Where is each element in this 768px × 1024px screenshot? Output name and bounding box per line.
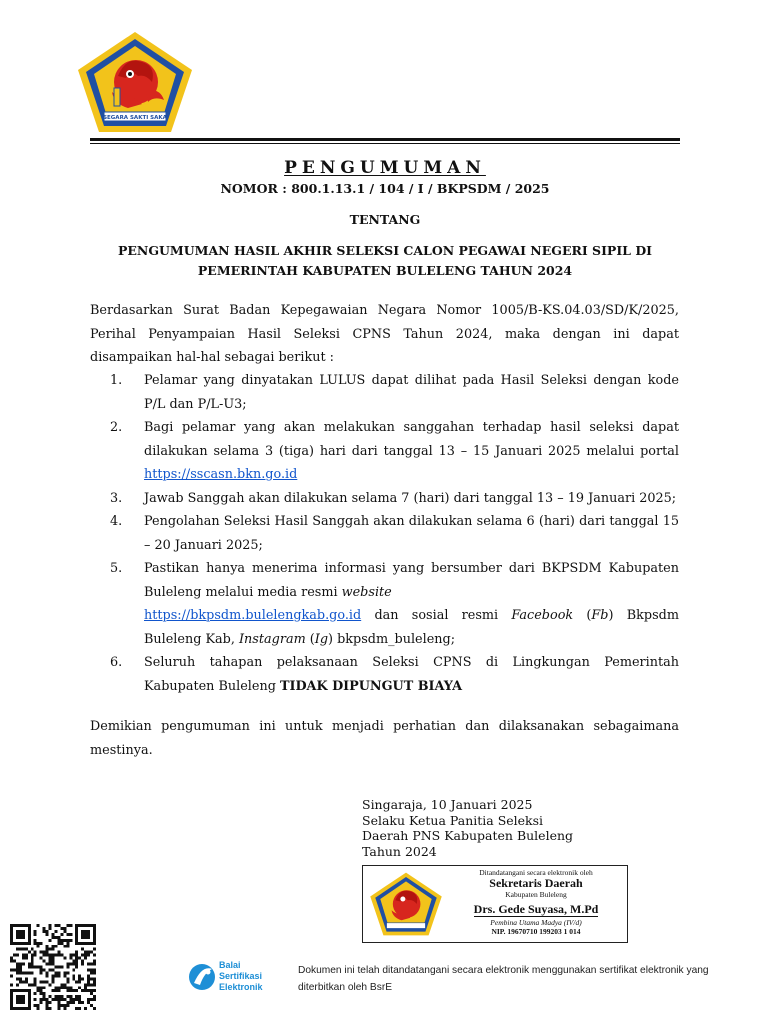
list-item: [90, 557, 679, 651]
svg-text:Sertifikasi: Sertifikasi: [219, 971, 263, 981]
signature-line-3: Tahun 2024: [362, 843, 437, 859]
sscasn-link[interactable]: https://sscasn.bkn.go.id: [144, 467, 298, 482]
list-item: [90, 510, 679, 557]
signature-line-2: Daerah PNS Kabupaten Buleleng: [362, 828, 574, 843]
subject-line-1: PENGUMUMAN HASIL AKHIR SELEKSI CALON PEGAWAI NEGERI SIPIL DI: [117, 243, 653, 258]
list-item-text: Bkpsdm Buleleng Kab,: [144, 608, 679, 647]
website-word: website: [341, 584, 392, 600]
bsre-logo-icon: [188, 957, 290, 997]
stamp-signed-by: Ditandatangani secara elektronik oleh: [479, 868, 593, 877]
list-number: 5.: [110, 561, 123, 576]
list-item-text: Seluruh tahapan pelaksanaan Seleksi CPNS di Lingkungan Pemerintah Kabupaten Buleleng: [144, 655, 679, 694]
list-item-text: Pastikan hanya menerima informasi yang bersumber dari BKPSDM Kabupaten Buleleng melalui media resmi: [144, 561, 679, 600]
stamp-text: [449, 868, 623, 936]
list-item: [90, 487, 679, 511]
list-item-text: Bagi pelamar yang akan melakukan sanggahan terhadap hasil seleksi dapat dilakukan selama 3 (tiga) hari dari tanggal 13 – 15 Januari 2025 melalui portal: [144, 420, 679, 459]
place-date: Singaraja, 10 Januari 2025: [362, 797, 533, 812]
document-title: PENGUMUMAN: [284, 158, 486, 178]
list-number: 1.: [110, 373, 123, 388]
stamp-signer-name: Drs. Gede Suyasa, M.Pd: [473, 902, 599, 916]
stamp-rank: Pembina Utama Madya (IV/d): [490, 918, 582, 927]
closing-paragraph: Demikian pengumuman ini untuk menjadi perhatian dan dilaksanakan sebagaimana mestinya.: [90, 719, 679, 758]
kabupaten-emblem-small-icon: [369, 870, 443, 938]
stamp-position: Sekretaris Daerah: [489, 876, 583, 890]
electronic-signature-stamp: [362, 865, 628, 943]
fb-paren-close: ): [608, 608, 614, 623]
svg-text:Elektronik: Elektronik: [219, 982, 263, 992]
header-rule-thin: [90, 143, 680, 144]
list-item-text: bkpsdm_buleleng;: [333, 631, 456, 647]
list-item: [90, 416, 679, 487]
document-number: NOMOR : 800.1.13.1 / 104 / I / BKPSDM / 2025: [220, 181, 550, 196]
instagram-word: Instagram: [239, 631, 306, 647]
intro-paragraph: Berdasarkan Surat Badan Kepegawaian Negara Nomor 1005/B-KS.04.03/SD/K/2025, Perihal Penyampaian Hasil Seleksi CPNS Tahun 2024, maka dengan ini dapat disampaikan hal-hal sebagai berikut :: [90, 303, 679, 365]
no-fee-emphasis: TIDAK DIPUNGUT BIAYA: [279, 678, 463, 694]
stamp-nip: NIP. 19670710 199203 1 014: [491, 927, 581, 936]
announcement-list: [90, 369, 679, 698]
notice-line-2: diterbitkan oleh BsrE: [298, 982, 393, 993]
facebook-word: Facebook: [511, 608, 574, 623]
list-number: 4.: [110, 514, 123, 529]
signature-block: [362, 797, 662, 859]
subject-line-2: PEMERINTAH KABUPATEN BULELENG TAHUN 2024: [197, 263, 573, 278]
kabupaten-emblem-icon: [76, 30, 194, 134]
stamp-region: Kabupaten Buleleng: [505, 890, 567, 899]
notice-line-1: Dokumen ini telah ditandatangani secara elektronik menggunakan sertifikat elektronik yang: [298, 965, 709, 976]
svg-text:SEGARA SAKTI SAKA: SEGARA SAKTI SAKA: [103, 115, 167, 121]
list-number: 2.: [110, 420, 123, 435]
header-rule-thick: [90, 138, 680, 141]
signature-line-1: Selaku Ketua Panitia Seleksi: [362, 812, 544, 828]
qr-code-icon: [10, 924, 96, 1010]
list-item-text: dan sosial resmi: [361, 608, 512, 623]
fb-word: Fb: [591, 608, 609, 623]
list-number: 6.: [110, 655, 123, 670]
list-item: [90, 651, 679, 698]
fb-paren-open: (: [573, 608, 592, 623]
ig-paren-open: (: [305, 631, 315, 647]
bkpsdm-website-link[interactable]: https://bkpsdm.bulelengkab.go.id: [144, 608, 362, 623]
electronic-signature-notice: [298, 962, 718, 996]
list-item-text: Pengolahan Seleksi Hasil Sanggah akan dilakukan selama 6 (hari) dari tanggal 15 – 20 Januari 2025;: [144, 514, 679, 553]
list-number: 3.: [110, 490, 123, 506]
ig-paren-close: ): [328, 631, 334, 647]
ig-word: Ig: [314, 631, 329, 647]
tentang-heading: TENTANG: [349, 212, 421, 227]
subject-heading: [90, 241, 680, 281]
list-item: [90, 369, 679, 416]
svg-text:Balai: Balai: [219, 960, 241, 970]
list-item-text: Jawab Sanggah akan dilakukan selama 7 (hari) dari tanggal 13 – 19 Januari 2025;: [144, 490, 677, 506]
list-item-text: Pelamar yang dinyatakan LULUS dapat dilihat pada Hasil Seleksi dengan kode P/L dan P/L-U3;: [144, 373, 679, 412]
